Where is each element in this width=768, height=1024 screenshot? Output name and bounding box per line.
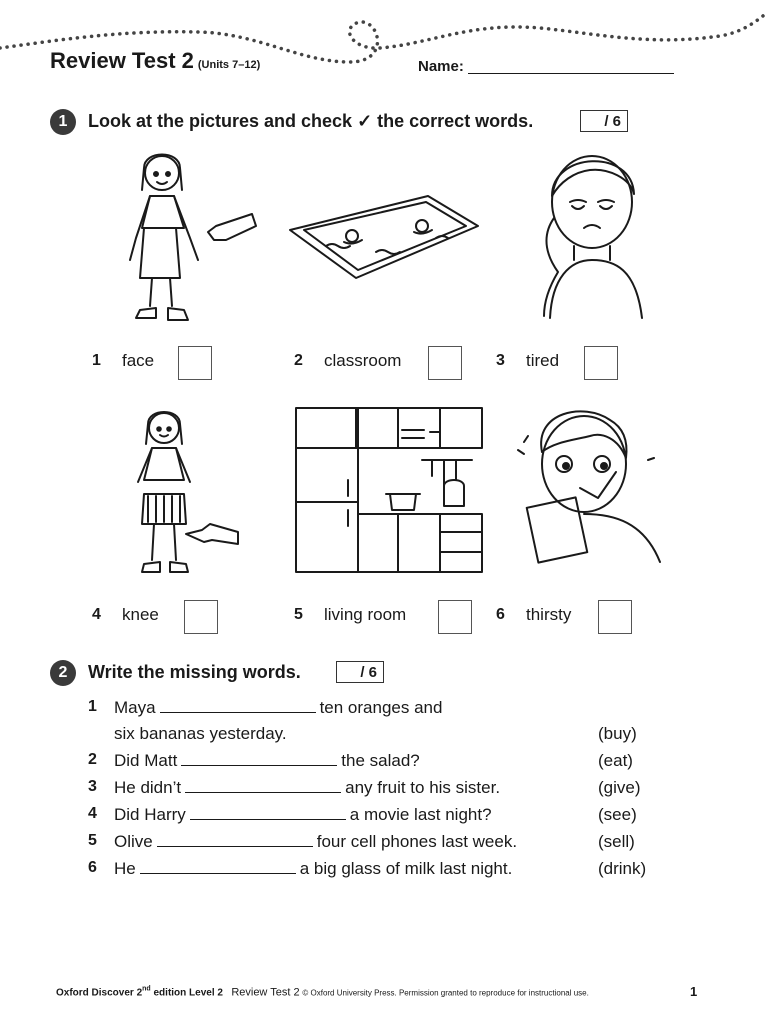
answer-blank[interactable]	[140, 861, 296, 874]
row-sentence	[114, 778, 500, 798]
item-3-word: tired	[526, 351, 560, 370]
girl-standing-arrow-to-knee-icon	[130, 404, 242, 576]
item-2-number: 2	[294, 352, 303, 369]
item-1-number: 1	[92, 352, 101, 369]
answer-blank[interactable]	[157, 834, 313, 847]
section-2-score-box: / 6	[336, 661, 384, 683]
row-number: 5	[88, 832, 97, 849]
text-before: He	[114, 859, 136, 878]
title-text: Review Test 2	[50, 48, 194, 73]
footer-copyright: © Oxford University Press. Permission granted to reproduce for instructional use.	[302, 988, 589, 998]
title-units: (Units 7–12)	[197, 59, 261, 71]
swimming-pool-icon	[286, 186, 482, 286]
item-5-checkbox[interactable]	[438, 600, 472, 634]
footer-sup: nd	[142, 986, 151, 993]
item-6-checkbox[interactable]	[598, 600, 632, 634]
item-5-number: 5	[294, 606, 303, 623]
item-4-checkbox[interactable]	[184, 600, 218, 634]
kitchen-icon	[294, 406, 484, 574]
item-6-number: 6	[496, 606, 505, 623]
girl-standing-arrow-to-hand-icon	[110, 148, 260, 326]
answer-blank[interactable]	[181, 753, 337, 766]
text-before: Olive	[114, 832, 153, 851]
answer-blank[interactable]	[160, 700, 316, 713]
name-field[interactable]	[468, 73, 674, 74]
footer-series: Oxford Discover 2	[56, 987, 143, 999]
answer-blank[interactable]	[190, 807, 346, 820]
item-3-number: 3	[496, 352, 505, 369]
section-1-number: 1	[50, 109, 76, 135]
tired-girl-icon	[530, 148, 656, 320]
footer	[56, 986, 589, 998]
item-5-word: living room	[324, 605, 407, 624]
row-number: 6	[88, 859, 97, 876]
row-number: 3	[88, 778, 97, 795]
row-sentence	[114, 751, 420, 771]
boy-drinking-juice-icon	[514, 402, 664, 572]
text-after: a big glass of milk last night.	[299, 859, 513, 878]
text-after: any fruit to his sister.	[345, 778, 501, 797]
verb-hint: (see)	[598, 805, 637, 824]
row-number: 4	[88, 805, 97, 822]
row-number: 2	[88, 751, 97, 768]
name-label: Name:	[418, 58, 464, 75]
item-2-checkbox[interactable]	[428, 346, 462, 380]
text-before: Maya	[114, 698, 156, 717]
dotted-wave-decoration	[0, 0, 768, 90]
text-before: Did Harry	[114, 805, 186, 824]
text-after: ten oranges and	[319, 698, 443, 717]
text-after: four cell phones last week.	[316, 832, 518, 851]
footer-test: Review Test 2	[231, 986, 300, 999]
verb-hint: (drink)	[598, 859, 647, 878]
row-sentence: six bananas yesterday.	[114, 724, 287, 743]
verb-hint: (sell)	[598, 832, 635, 851]
footer-edition: edition Level 2	[150, 987, 223, 999]
section-1-instruction: Look at the pictures and check ✓ the correct words.	[88, 111, 534, 131]
row-sentence	[114, 805, 492, 825]
row-sentence	[114, 832, 517, 852]
verb-hint: (eat)	[598, 751, 633, 770]
item-1-checkbox[interactable]	[178, 346, 212, 380]
row-sentence	[114, 698, 442, 718]
page-title	[50, 48, 260, 74]
verb-hint: (give)	[598, 778, 641, 797]
item-1-word: face	[122, 351, 155, 370]
row-number: 1	[88, 698, 97, 715]
item-6-word: thirsty	[526, 605, 572, 624]
section-1-score-box: / 6	[580, 110, 628, 132]
text-before: He didn’t	[114, 778, 182, 797]
text-after: the salad?	[341, 751, 420, 770]
row-sentence	[114, 859, 512, 879]
section-2-number: 2	[50, 660, 76, 686]
item-4-number: 4	[92, 606, 101, 623]
text-before: Did Matt	[114, 751, 178, 770]
page-number: 1	[690, 984, 698, 999]
verb-hint: (buy)	[598, 724, 637, 743]
item-3-checkbox[interactable]	[584, 346, 618, 380]
text-after: a movie last night?	[349, 805, 492, 824]
section-2-instruction: Write the missing words.	[88, 662, 301, 682]
item-4-word: knee	[122, 605, 159, 624]
answer-blank[interactable]	[185, 780, 341, 793]
item-2-word: classroom	[324, 351, 402, 370]
